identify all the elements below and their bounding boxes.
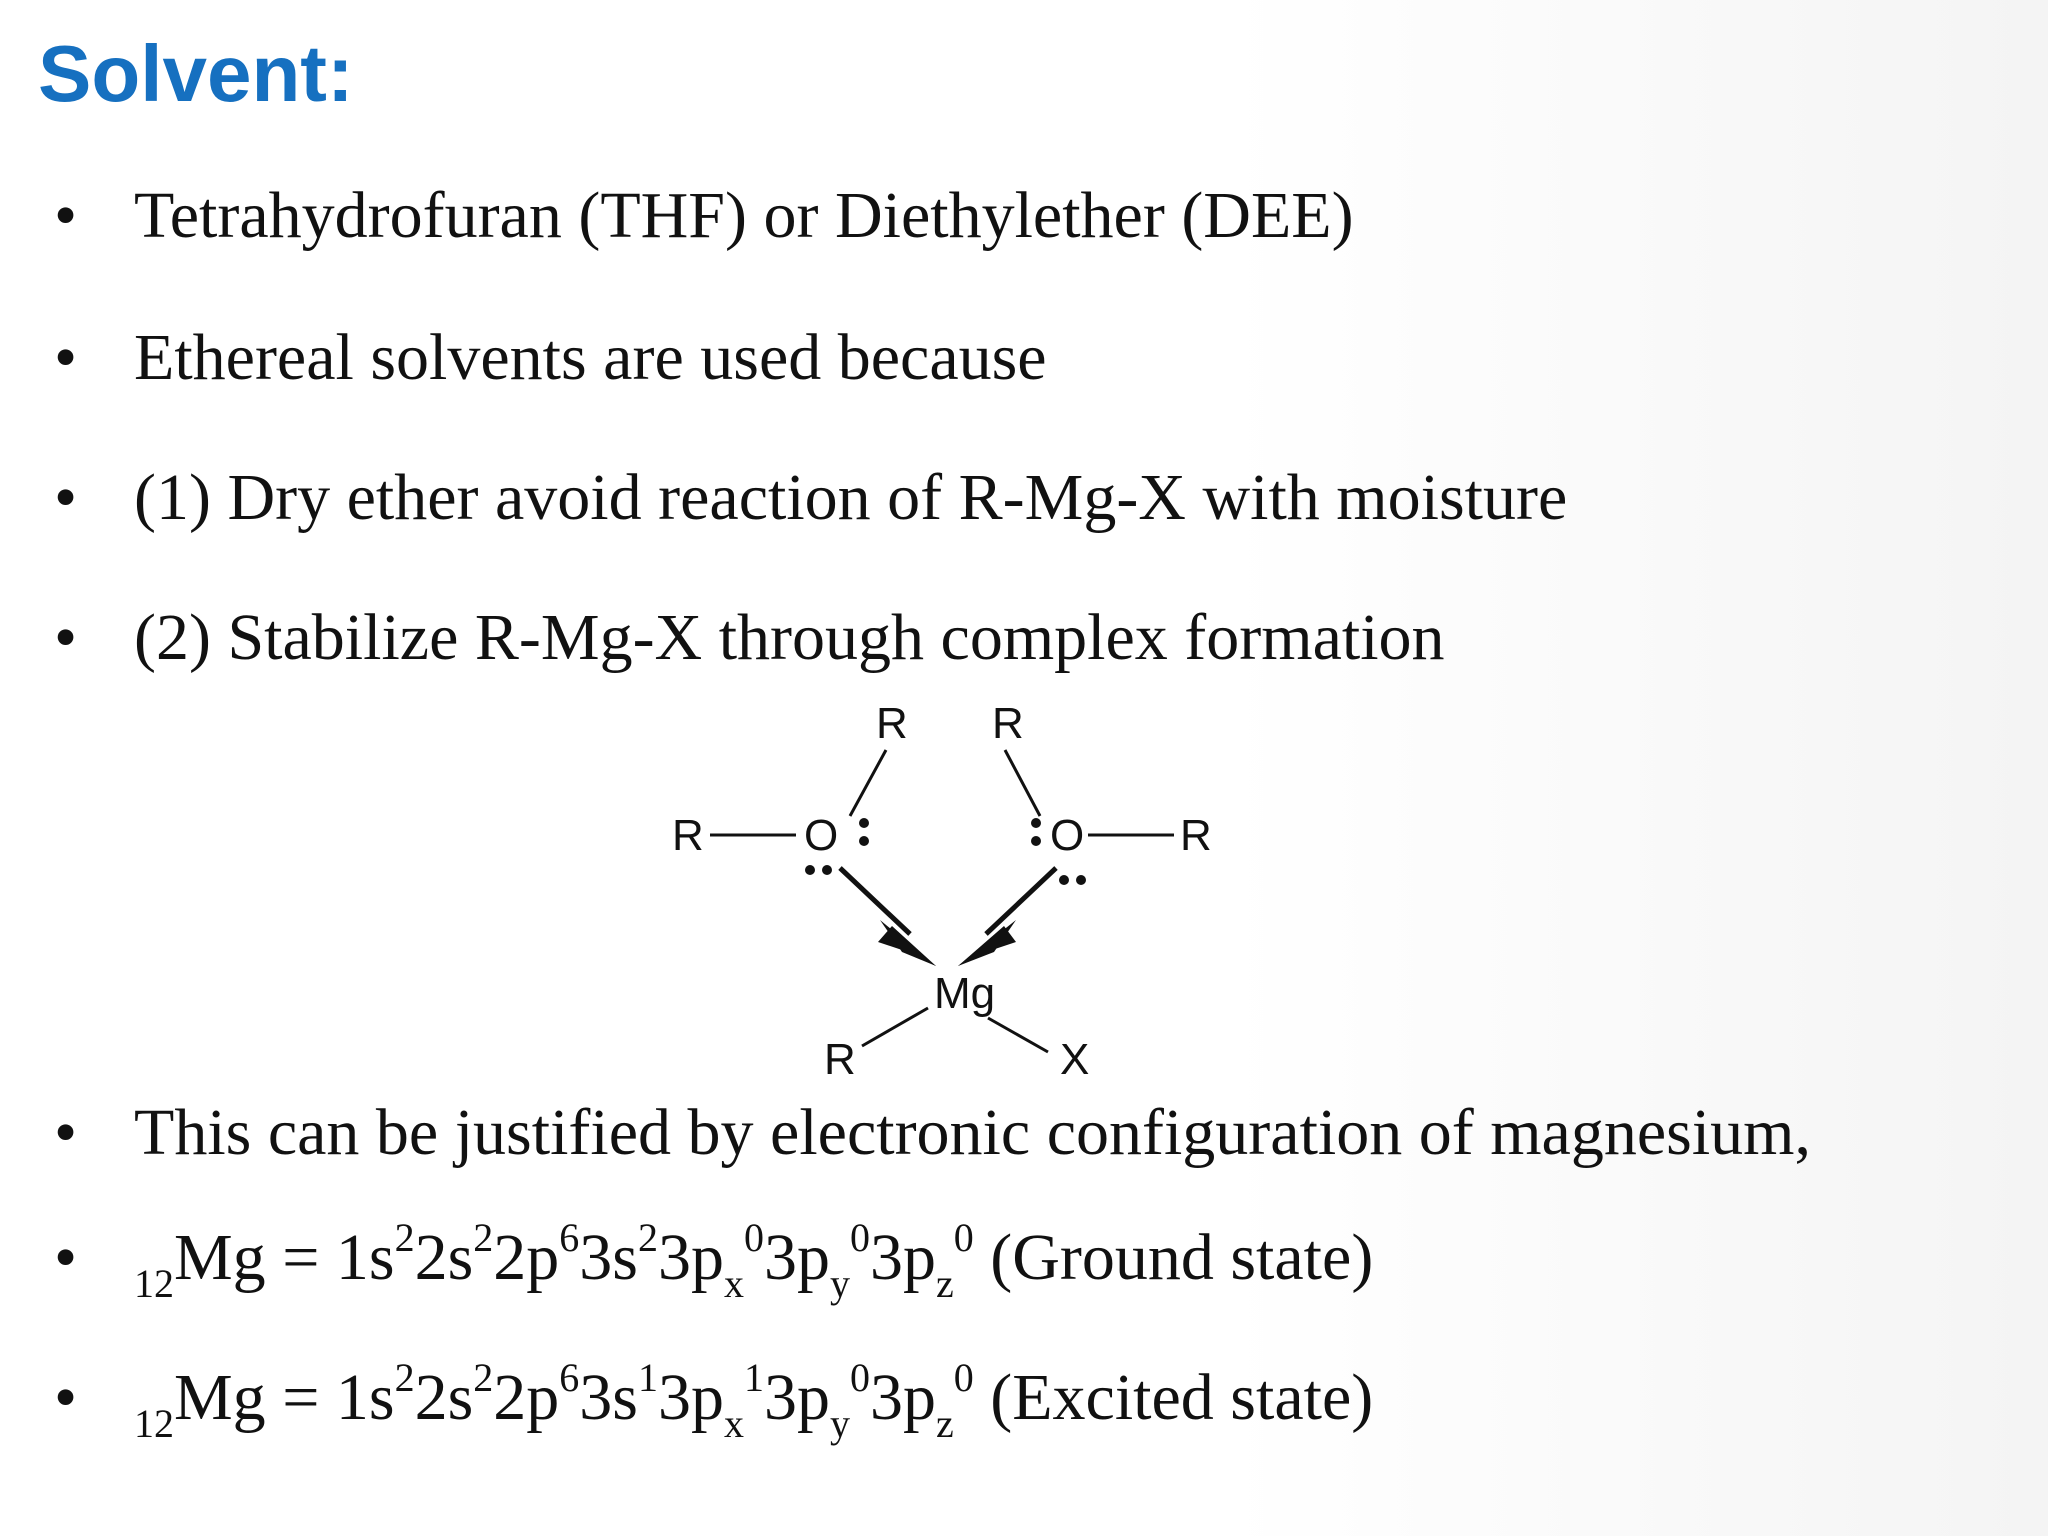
electron-config-ground [134, 1215, 1374, 1306]
diagram-r-right: R [1180, 811, 1212, 860]
orbital-3px-electrons: 1 [743, 1355, 764, 1400]
orbital-3s-electrons: 1 [637, 1355, 658, 1400]
bond-r-o-right [1005, 750, 1040, 816]
grignard-complex-diagram [640, 690, 1300, 1090]
orbital-2s: 2s [414, 1361, 474, 1434]
element-symbol: Mg [174, 1221, 266, 1294]
bond-r-o-left [850, 750, 886, 816]
orbital-3px-axis: x [723, 1261, 744, 1306]
orbital-3s: 3s [579, 1221, 638, 1294]
equals-sign: = [265, 1221, 336, 1294]
orbital-1s-electrons: 2 [394, 1215, 415, 1260]
bullet-text: Ethereal solvents are used because [134, 321, 1047, 394]
coordination-arrow-right [958, 868, 1056, 966]
bullet-text: (2) Stabilize R-Mg-X through complex formation [134, 601, 1445, 674]
orbital-3py: 3p [763, 1361, 830, 1434]
atomic-number: 12 [134, 1401, 174, 1446]
bullet-text: (1) Dry ether avoid reaction of R-Mg-X with moisture [134, 461, 1568, 534]
orbital-3py-axis: y [829, 1261, 850, 1306]
orbital-3s-electrons: 2 [637, 1215, 658, 1260]
coordination-arrow-left [840, 868, 936, 966]
orbital-2s: 2s [414, 1221, 474, 1294]
diagram-r-left: R [672, 811, 704, 860]
orbital-3pz-axis: z [935, 1401, 954, 1446]
slide-title: Solvent: [38, 29, 354, 118]
diagram-o-right: O [1050, 811, 1085, 860]
diagram-r-top-right: R [992, 699, 1024, 748]
atomic-number: 12 [134, 1261, 174, 1306]
orbital-3py-electrons: 0 [849, 1355, 870, 1400]
orbital-1s: 1s [335, 1361, 395, 1434]
electron-config-excited [134, 1355, 1374, 1446]
orbital-3px: 3p [657, 1221, 724, 1294]
diagram-r-top-left: R [876, 699, 908, 748]
orbital-3px-electrons: 0 [743, 1215, 764, 1260]
bullet-dot: • [54, 321, 78, 394]
equals-sign: = [265, 1361, 336, 1434]
orbital-3pz-axis: z [935, 1261, 954, 1306]
element-symbol: Mg [174, 1361, 266, 1434]
orbital-2s-electrons: 2 [473, 1355, 494, 1400]
bullet-dot: • [54, 1096, 78, 1169]
orbital-1s: 1s [335, 1221, 395, 1294]
orbital-2p-electrons: 6 [559, 1215, 580, 1260]
orbital-3pz: 3p [869, 1361, 936, 1434]
diagram-o-left: O [804, 811, 839, 860]
orbital-1s-electrons: 2 [394, 1355, 415, 1400]
bond-mg-r [862, 1008, 928, 1046]
bullet-text: This can be justified by electronic configuration of magnesium, [134, 1096, 1812, 1169]
orbital-3pz-electrons: 0 [953, 1215, 974, 1260]
diagram-mg: Mg [934, 969, 996, 1018]
state-label: (Ground state) [973, 1221, 1374, 1294]
diagram-x-bottom: X [1060, 1035, 1090, 1084]
orbital-3s: 3s [579, 1361, 638, 1434]
orbital-2p: 2p [493, 1221, 560, 1294]
bullet-dot: • [54, 179, 78, 252]
orbital-2p-electrons: 6 [559, 1355, 580, 1400]
orbital-3px: 3p [657, 1361, 724, 1434]
orbital-3py: 3p [763, 1221, 830, 1294]
orbital-3px-axis: x [723, 1401, 744, 1446]
bullet-dot: • [54, 601, 78, 674]
orbital-3py-electrons: 0 [849, 1215, 870, 1260]
orbital-3pz-electrons: 0 [953, 1355, 974, 1400]
orbital-2p: 2p [493, 1361, 560, 1434]
state-label: (Excited state) [973, 1361, 1374, 1434]
orbital-3py-axis: y [829, 1401, 850, 1446]
bullet-dot: • [54, 1221, 78, 1294]
bullet-dot: • [54, 461, 78, 534]
bond-mg-x [988, 1018, 1048, 1052]
orbital-3pz: 3p [869, 1221, 936, 1294]
diagram-r-bottom: R [824, 1035, 856, 1084]
bullet-text: Tetrahydrofuran (THF) or Diethylether (DEE) [134, 179, 1354, 252]
bullet-dot: • [54, 1361, 78, 1434]
orbital-2s-electrons: 2 [473, 1215, 494, 1260]
